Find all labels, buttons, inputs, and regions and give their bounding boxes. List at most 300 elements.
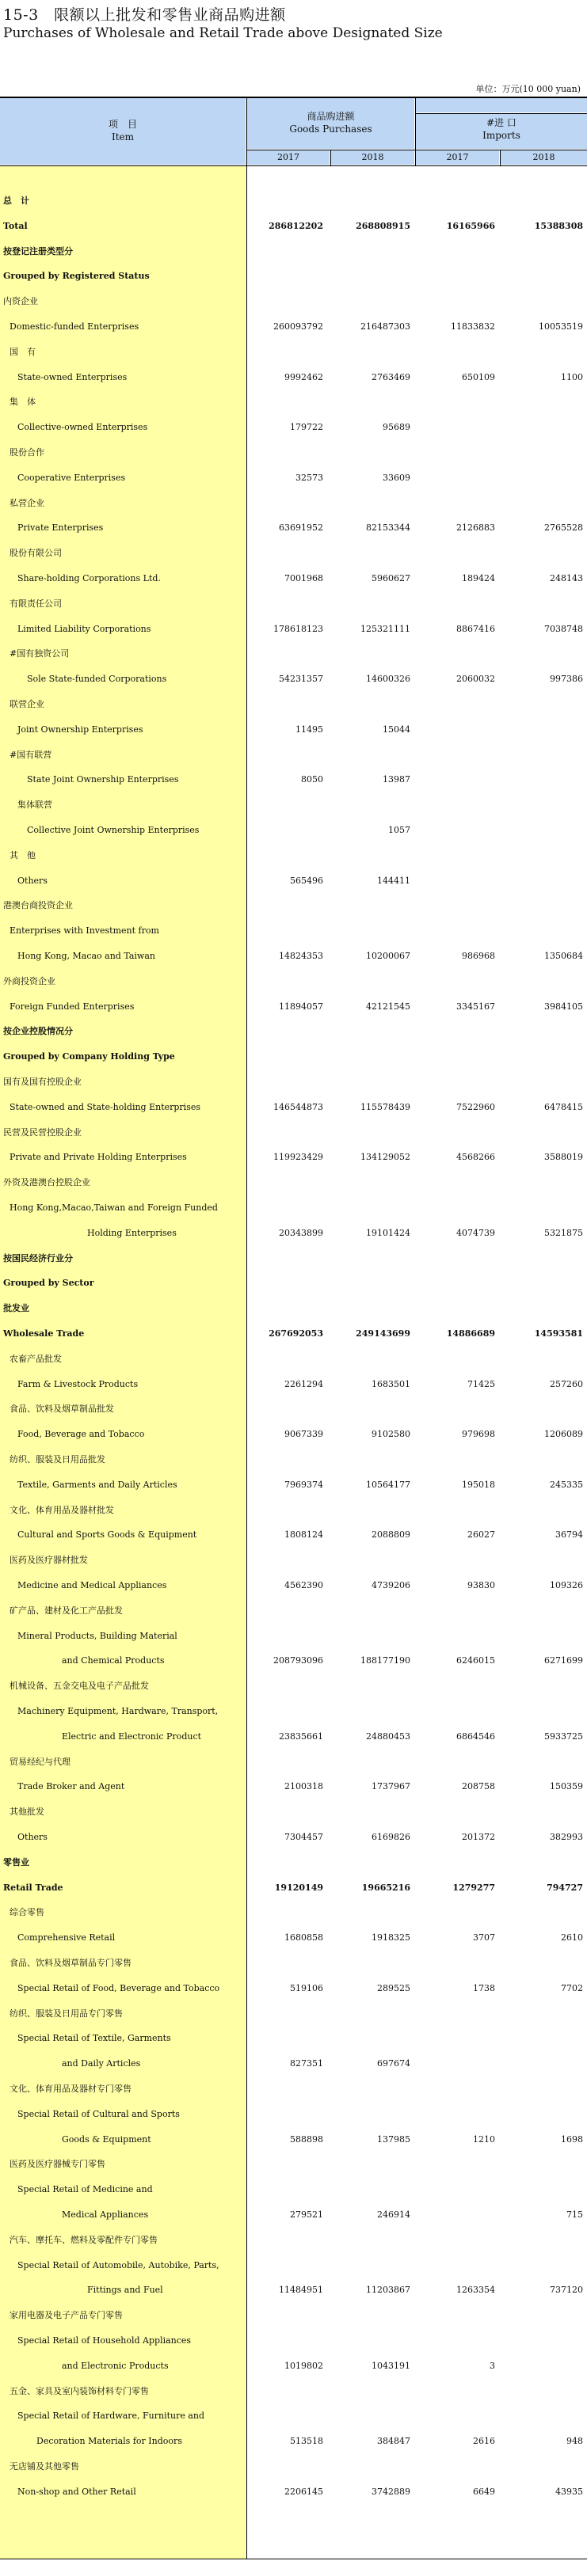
header-imports-en: Imports (482, 130, 520, 141)
row-value: 1057 (388, 825, 410, 835)
table-row (0, 797, 587, 813)
row-value: 737120 (550, 2285, 583, 2296)
row-label: 矿产品、建材及化工产品批发 (10, 1605, 123, 1616)
row-value: 2100318 (284, 1781, 323, 1792)
row-value: 4074739 (456, 1227, 495, 1238)
row-value: 986968 (462, 951, 495, 961)
row-label: Special Retail of Cultural and Sports (17, 2108, 180, 2119)
row-label: Private Enterprises (17, 522, 104, 534)
row-value: 208793096 (273, 1655, 323, 1666)
row-label: 医药及医疗器械专门零售 (10, 2159, 105, 2170)
row-value: 249143699 (356, 1328, 410, 1339)
row-value: 14824353 (279, 951, 323, 961)
row-value: 2261294 (284, 1378, 323, 1389)
row-value: 697674 (377, 2058, 410, 2069)
table-row (0, 520, 587, 536)
table-row (0, 1955, 587, 1971)
row-label: 纺织、服装及日用品专门零售 (10, 2008, 123, 2019)
table-row (0, 2056, 587, 2072)
row-value: 32573 (295, 472, 323, 483)
row-label: Cultural and Sports Goods & Equipment (17, 1529, 197, 1541)
table-row (0, 848, 587, 864)
row-value: 7038748 (544, 623, 583, 634)
row-value: 82153344 (366, 522, 410, 534)
row-value: 1683501 (372, 1378, 410, 1389)
row-value: 997386 (550, 674, 583, 685)
row-value: 1698 (561, 2133, 583, 2145)
row-value: 289525 (377, 1982, 410, 1993)
row-label: and Daily Articles (62, 2058, 141, 2069)
row-label: #国有联营 (10, 749, 52, 760)
row-label: 无店铺及其他零售 (10, 2461, 79, 2472)
row-label: 机械设备、五金交电及电子产品批发 (10, 1681, 149, 1692)
row-value: 15044 (383, 724, 410, 735)
table-row (0, 948, 587, 964)
row-label: 集 体 (10, 397, 36, 408)
row-value: 794727 (547, 1882, 583, 1893)
row-value: 144411 (377, 875, 410, 886)
row-value: 2060032 (456, 674, 495, 685)
table-row (0, 1175, 587, 1191)
row-value: 9102580 (372, 1429, 410, 1440)
row-value: 23835661 (279, 1731, 323, 1742)
table-row (0, 1829, 587, 1845)
row-label: State-owned Enterprises (17, 371, 128, 382)
row-value: 11833832 (451, 321, 495, 332)
row-label: 国 有 (10, 346, 36, 357)
row-value: 16165966 (446, 220, 495, 231)
year-col-4: 2018 (501, 150, 587, 165)
row-label: Others (17, 1832, 48, 1842)
row-label: Collective Joint Ownership Enterprises (27, 825, 200, 835)
row-label: 食品、饮料及烟草制品专门零售 (10, 1958, 132, 1968)
table-row (0, 1149, 587, 1165)
table-row (0, 1477, 587, 1493)
table-row (0, 496, 587, 511)
table-row (0, 1653, 587, 1669)
row-label: 民营及民营控股企业 (3, 1127, 82, 1138)
table-row (0, 1628, 587, 1644)
table-row (0, 1603, 587, 1619)
row-value: 2206145 (284, 2486, 323, 2497)
row-value: 7969374 (284, 1479, 323, 1490)
table-row (0, 2384, 587, 2399)
row-value: 146544873 (273, 1101, 323, 1112)
row-value: 827351 (290, 2058, 323, 2069)
year-col-1: 2017 (247, 150, 330, 165)
table-subtitle: Purchases of Wholesale and Retail Trade above Designated Size (3, 25, 443, 41)
row-value: 248143 (550, 573, 583, 583)
row-label: State Joint Ownership Enterprises (27, 774, 179, 785)
row-value: 3 (490, 2360, 495, 2371)
table-row (0, 571, 587, 587)
row-label: and Electronic Products (62, 2360, 169, 2371)
row-value: 10564177 (366, 1479, 410, 1490)
row-value: 1263354 (456, 2285, 495, 2296)
table-row (0, 1049, 587, 1065)
row-label: 文化、体育用品及器材批发 (10, 1504, 114, 1515)
table-row (0, 747, 587, 763)
row-value: 109326 (550, 1580, 583, 1590)
row-label: State-owned and State-holding Enterprises (10, 1101, 201, 1112)
year-col-3: 2017 (416, 150, 499, 165)
row-value: 119923429 (273, 1152, 323, 1163)
row-label: Holding Enterprises (87, 1227, 177, 1238)
row-label: and Chemical Products (62, 1655, 165, 1666)
row-value: 1043191 (372, 2360, 410, 2371)
header-imports-cn: #进 口 (486, 117, 516, 128)
row-value: 36794 (555, 1529, 583, 1541)
row-value: 2126883 (456, 522, 495, 534)
table-row (0, 1100, 587, 1115)
table-row (0, 2006, 587, 2022)
row-label: Comprehensive Retail (17, 1932, 116, 1943)
row-value: 7702 (561, 1982, 583, 1993)
row-value: 8050 (301, 774, 323, 785)
row-value: 6246015 (456, 1655, 495, 1666)
row-label: Sole State-funded Corporations (27, 674, 167, 685)
table-row (0, 1779, 587, 1795)
row-value: 6864546 (456, 1731, 495, 1742)
table-row (0, 823, 587, 838)
table-row (0, 1452, 587, 1468)
row-value: 14600326 (366, 674, 410, 685)
row-value: 246914 (377, 2209, 410, 2220)
row-label: Special Retail of Automobile, Autobike, Parts, (17, 2259, 219, 2270)
row-label: Private and Private Holding Enterprises (10, 1152, 187, 1163)
row-value: 26027 (467, 1529, 495, 1541)
row-value: 7304457 (284, 1832, 323, 1842)
row-value: 179722 (290, 422, 323, 433)
row-label: Collective-owned Enterprises (17, 422, 148, 433)
row-value: 4568266 (456, 1152, 495, 1163)
row-label: 外商投资企业 (3, 975, 55, 986)
table-row (0, 974, 587, 990)
table-row (0, 1275, 587, 1291)
row-value: 513518 (290, 2436, 323, 2447)
row-value: 1279277 (452, 1882, 495, 1893)
row-label: 纺织、服装及日用品批发 (10, 1454, 105, 1465)
row-label: 汽车、摩托车、燃料及零配件专门零售 (10, 2234, 158, 2245)
table-row (0, 1729, 587, 1745)
row-value: 6169826 (372, 1832, 410, 1842)
table-row (0, 2232, 587, 2248)
header-item-en: Item (111, 131, 135, 142)
row-value: 268808915 (356, 220, 410, 231)
row-label: 股份合作 (10, 447, 44, 458)
row-value: 208758 (462, 1781, 495, 1792)
row-label: 家用电器及电子产品专门零售 (10, 2310, 123, 2321)
row-value: 1738 (473, 1982, 495, 1993)
row-label: 农畜产品批发 (10, 1353, 62, 1364)
row-value: 11894057 (279, 1001, 323, 1012)
row-value: 3345167 (456, 1001, 495, 1012)
table-row (0, 2258, 587, 2274)
row-label: Limited Liability Corporations (17, 623, 151, 634)
header-goods-en: Goods Purchases (289, 123, 372, 135)
row-label: Grouped by Sector (3, 1278, 94, 1289)
row-label: Share-holding Corporations Ltd. (17, 573, 161, 583)
table-row (0, 1804, 587, 1820)
table-row (0, 2308, 587, 2323)
table-row (0, 2132, 587, 2148)
table-row (0, 193, 587, 209)
table-row (0, 697, 587, 712)
table-row (0, 2031, 587, 2046)
table-row (0, 1880, 587, 1896)
table-row (0, 1225, 587, 1241)
table-row (0, 370, 587, 386)
row-value: 13987 (383, 774, 410, 785)
header-imports-top (416, 98, 587, 112)
table-row (0, 319, 587, 335)
table-row (0, 1024, 587, 1039)
row-value: 5960627 (372, 573, 410, 583)
row-label: 有限责任公司 (10, 598, 62, 609)
table-row (0, 621, 587, 637)
table-row (0, 244, 587, 260)
row-value: 1019802 (284, 2360, 323, 2371)
row-value: 42121545 (366, 1001, 410, 1012)
row-label: 私营企业 (10, 497, 44, 508)
table-row (0, 1125, 587, 1141)
row-label: Food, Beverage and Tobacco (17, 1429, 145, 1440)
row-label: 国有及国有控股企业 (3, 1077, 82, 1087)
table-row (0, 294, 587, 310)
unit-note: 单位：万元(10 000 yuan) (475, 84, 581, 94)
row-label: Farm & Livestock Products (17, 1378, 139, 1389)
row-value: 137985 (377, 2133, 410, 2145)
row-label: Cooperative Enterprises (17, 472, 126, 483)
row-value: 7001968 (284, 573, 323, 583)
row-label: 医药及医疗器材批发 (10, 1555, 88, 1566)
row-value: 2763469 (372, 371, 410, 382)
table-row (0, 873, 587, 889)
table-row (0, 2434, 587, 2449)
row-value: 286812202 (269, 220, 323, 231)
table-row (0, 2182, 587, 2198)
table-row (0, 1527, 587, 1543)
table-row (0, 268, 587, 284)
row-label: Electric and Electronic Product (62, 1731, 202, 1742)
row-label: Foreign Funded Enterprises (10, 1001, 135, 1012)
row-value: 1808124 (284, 1529, 323, 1541)
row-value: 6478415 (544, 1101, 583, 1112)
row-label: Special Retail of Hardware, Furniture and (17, 2411, 205, 2422)
row-value: 2616 (473, 2436, 495, 2447)
table-row (0, 2333, 587, 2349)
row-label: 文化、体育用品及器材专门零售 (10, 2084, 132, 2094)
row-value: 71425 (467, 1378, 495, 1389)
row-value: 260093792 (273, 321, 323, 332)
row-value: 19101424 (366, 1227, 410, 1238)
row-value: 43935 (555, 2486, 583, 2497)
row-label: 零售业 (3, 1856, 29, 1867)
table-row (0, 2207, 587, 2223)
row-label: Special Retail of Food, Beverage and Tobacco (17, 1982, 220, 1993)
row-value: 216487303 (360, 321, 410, 332)
row-label: 港澳台商投资企业 (3, 900, 73, 911)
row-label: Non-shop and Other Retail (17, 2486, 136, 2497)
row-label: 其 他 (10, 849, 36, 861)
row-value: 14886689 (446, 1328, 495, 1339)
table-row (0, 2081, 587, 2097)
header-goods-cn: 商品购进额 (307, 111, 355, 122)
row-value: 279521 (290, 2209, 323, 2220)
row-label: Textile, Garments and Daily Articles (17, 1479, 177, 1490)
table-row (0, 1704, 587, 1719)
table-row (0, 772, 587, 788)
row-value: 11203867 (366, 2285, 410, 2296)
row-value: 6271699 (544, 1655, 583, 1666)
table-row (0, 1401, 587, 1417)
row-value: 14593581 (534, 1328, 583, 1339)
row-value: 9992462 (284, 371, 323, 382)
row-label: 批发业 (3, 1303, 29, 1314)
row-value: 178618123 (273, 623, 323, 634)
row-value: 195018 (462, 1479, 495, 1490)
row-value: 1210 (473, 2133, 495, 2145)
table-row (0, 1351, 587, 1367)
row-value: 948 (566, 2436, 583, 2447)
table-row (0, 1905, 587, 1921)
table-row (0, 1855, 587, 1871)
row-label: Machinery Equipment, Hardware, Transport, (17, 1706, 219, 1716)
row-label: 总 计 (3, 196, 29, 206)
row-value: 8867416 (456, 623, 495, 634)
table-row (0, 1326, 587, 1342)
row-label: 外资及港澳台控股企业 (3, 1177, 90, 1188)
row-label: Decoration Materials for Indoors (36, 2436, 182, 2447)
row-value: 979698 (462, 1429, 495, 1440)
row-value: 384847 (377, 2436, 410, 2447)
row-label: 按企业控股情况分 (3, 1026, 73, 1037)
row-value: 19665216 (361, 1882, 410, 1893)
row-label: Wholesale Trade (3, 1328, 85, 1339)
row-value: 257260 (550, 1378, 583, 1389)
row-value: 2765528 (544, 522, 583, 534)
row-value: 11484951 (279, 2285, 323, 2296)
row-value: 3707 (473, 1932, 495, 1943)
row-value: 10053519 (539, 321, 583, 332)
table-row (0, 1678, 587, 1694)
row-label: 集体联营 (17, 800, 52, 811)
table-row (0, 545, 587, 561)
row-value: 115578439 (360, 1101, 410, 1112)
row-value: 93830 (467, 1580, 495, 1590)
table-row (0, 923, 587, 939)
table-row (0, 596, 587, 612)
row-value: 125321111 (360, 623, 410, 634)
header-item-cn: 项 目 (108, 119, 137, 130)
header-divider (415, 113, 587, 114)
table-row (0, 722, 587, 738)
row-label: Enterprises with Investment from (10, 925, 159, 937)
row-label: Goods & Equipment (62, 2133, 151, 2145)
row-value: 6649 (473, 2486, 495, 2497)
row-label: Medical Appliances (62, 2209, 149, 2220)
row-value: 5321875 (544, 1227, 583, 1238)
row-label: Others (17, 875, 48, 886)
row-label: Hong Kong,Macao,Taiwan and Foreign Funded (10, 1203, 218, 1213)
row-label: Trade Broker and Agent (17, 1781, 125, 1792)
row-value: 267692053 (269, 1328, 323, 1339)
table-row (0, 1754, 587, 1770)
table-row (0, 1981, 587, 1997)
row-label: 综合零售 (10, 1907, 44, 1918)
table-row (0, 1200, 587, 1216)
row-value: 1206089 (544, 1429, 583, 1440)
row-label: Total (3, 220, 28, 231)
row-value: 4562390 (284, 1580, 323, 1590)
table-row (0, 646, 587, 662)
row-value: 15388308 (534, 220, 583, 231)
table-row (0, 1427, 587, 1442)
row-value: 3588019 (544, 1152, 583, 1163)
header-divider (330, 150, 331, 166)
row-value: 519106 (290, 1982, 323, 1993)
row-value: 9067339 (284, 1429, 323, 1440)
table-row (0, 2107, 587, 2122)
row-label: #国有独资公司 (10, 648, 70, 659)
table-row (0, 1552, 587, 1568)
row-label: Grouped by Registered Status (3, 271, 150, 282)
row-value: 2088809 (372, 1529, 410, 1541)
row-value: 11495 (295, 724, 323, 735)
year-col-2: 2018 (331, 150, 414, 165)
table-row (0, 2459, 587, 2475)
table-title: 15-3 限额以上批发和零售业商品购进额 (3, 6, 286, 24)
row-value: 1680858 (284, 1932, 323, 1943)
row-label: Hong Kong, Macao and Taiwan (17, 951, 155, 961)
row-value: 10200067 (366, 951, 410, 961)
table-row (0, 999, 587, 1015)
table-row (0, 2408, 587, 2424)
table-row (0, 394, 587, 410)
row-label: 食品、饮料及烟草制品批发 (10, 1404, 114, 1415)
row-label: 按登记注册类型分 (3, 245, 73, 256)
row-value: 7522960 (456, 1101, 495, 1112)
row-value: 565496 (290, 875, 323, 886)
row-value: 33609 (383, 472, 410, 483)
row-value: 1100 (561, 371, 583, 382)
row-value: 5933725 (544, 1731, 583, 1742)
table-row (0, 2156, 587, 2172)
row-label: Special Retail of Textile, Garments (17, 2033, 171, 2044)
row-value: 20343899 (279, 1227, 323, 1238)
row-value: 4739206 (372, 1580, 410, 1590)
row-value: 2610 (561, 1932, 583, 1943)
row-label: 按国民经济行业分 (3, 1252, 73, 1263)
row-value: 95689 (383, 422, 410, 433)
table-row (0, 1578, 587, 1594)
row-value: 1918325 (372, 1932, 410, 1943)
row-value: 715 (566, 2209, 583, 2220)
table-row (0, 1251, 587, 1267)
row-value: 1737967 (372, 1781, 410, 1792)
table-row (0, 1301, 587, 1316)
row-value: 201372 (462, 1832, 495, 1842)
row-value: 54231357 (279, 674, 323, 685)
table-row (0, 1503, 587, 1518)
row-label: 五金、家具及室内装饰材料专门零售 (10, 2385, 149, 2396)
row-value: 24880453 (366, 1731, 410, 1742)
table-row (0, 344, 587, 360)
row-label: 联营企业 (10, 699, 44, 709)
table-row (0, 1074, 587, 1090)
row-value: 245335 (550, 1479, 583, 1490)
row-value: 189424 (462, 573, 495, 583)
